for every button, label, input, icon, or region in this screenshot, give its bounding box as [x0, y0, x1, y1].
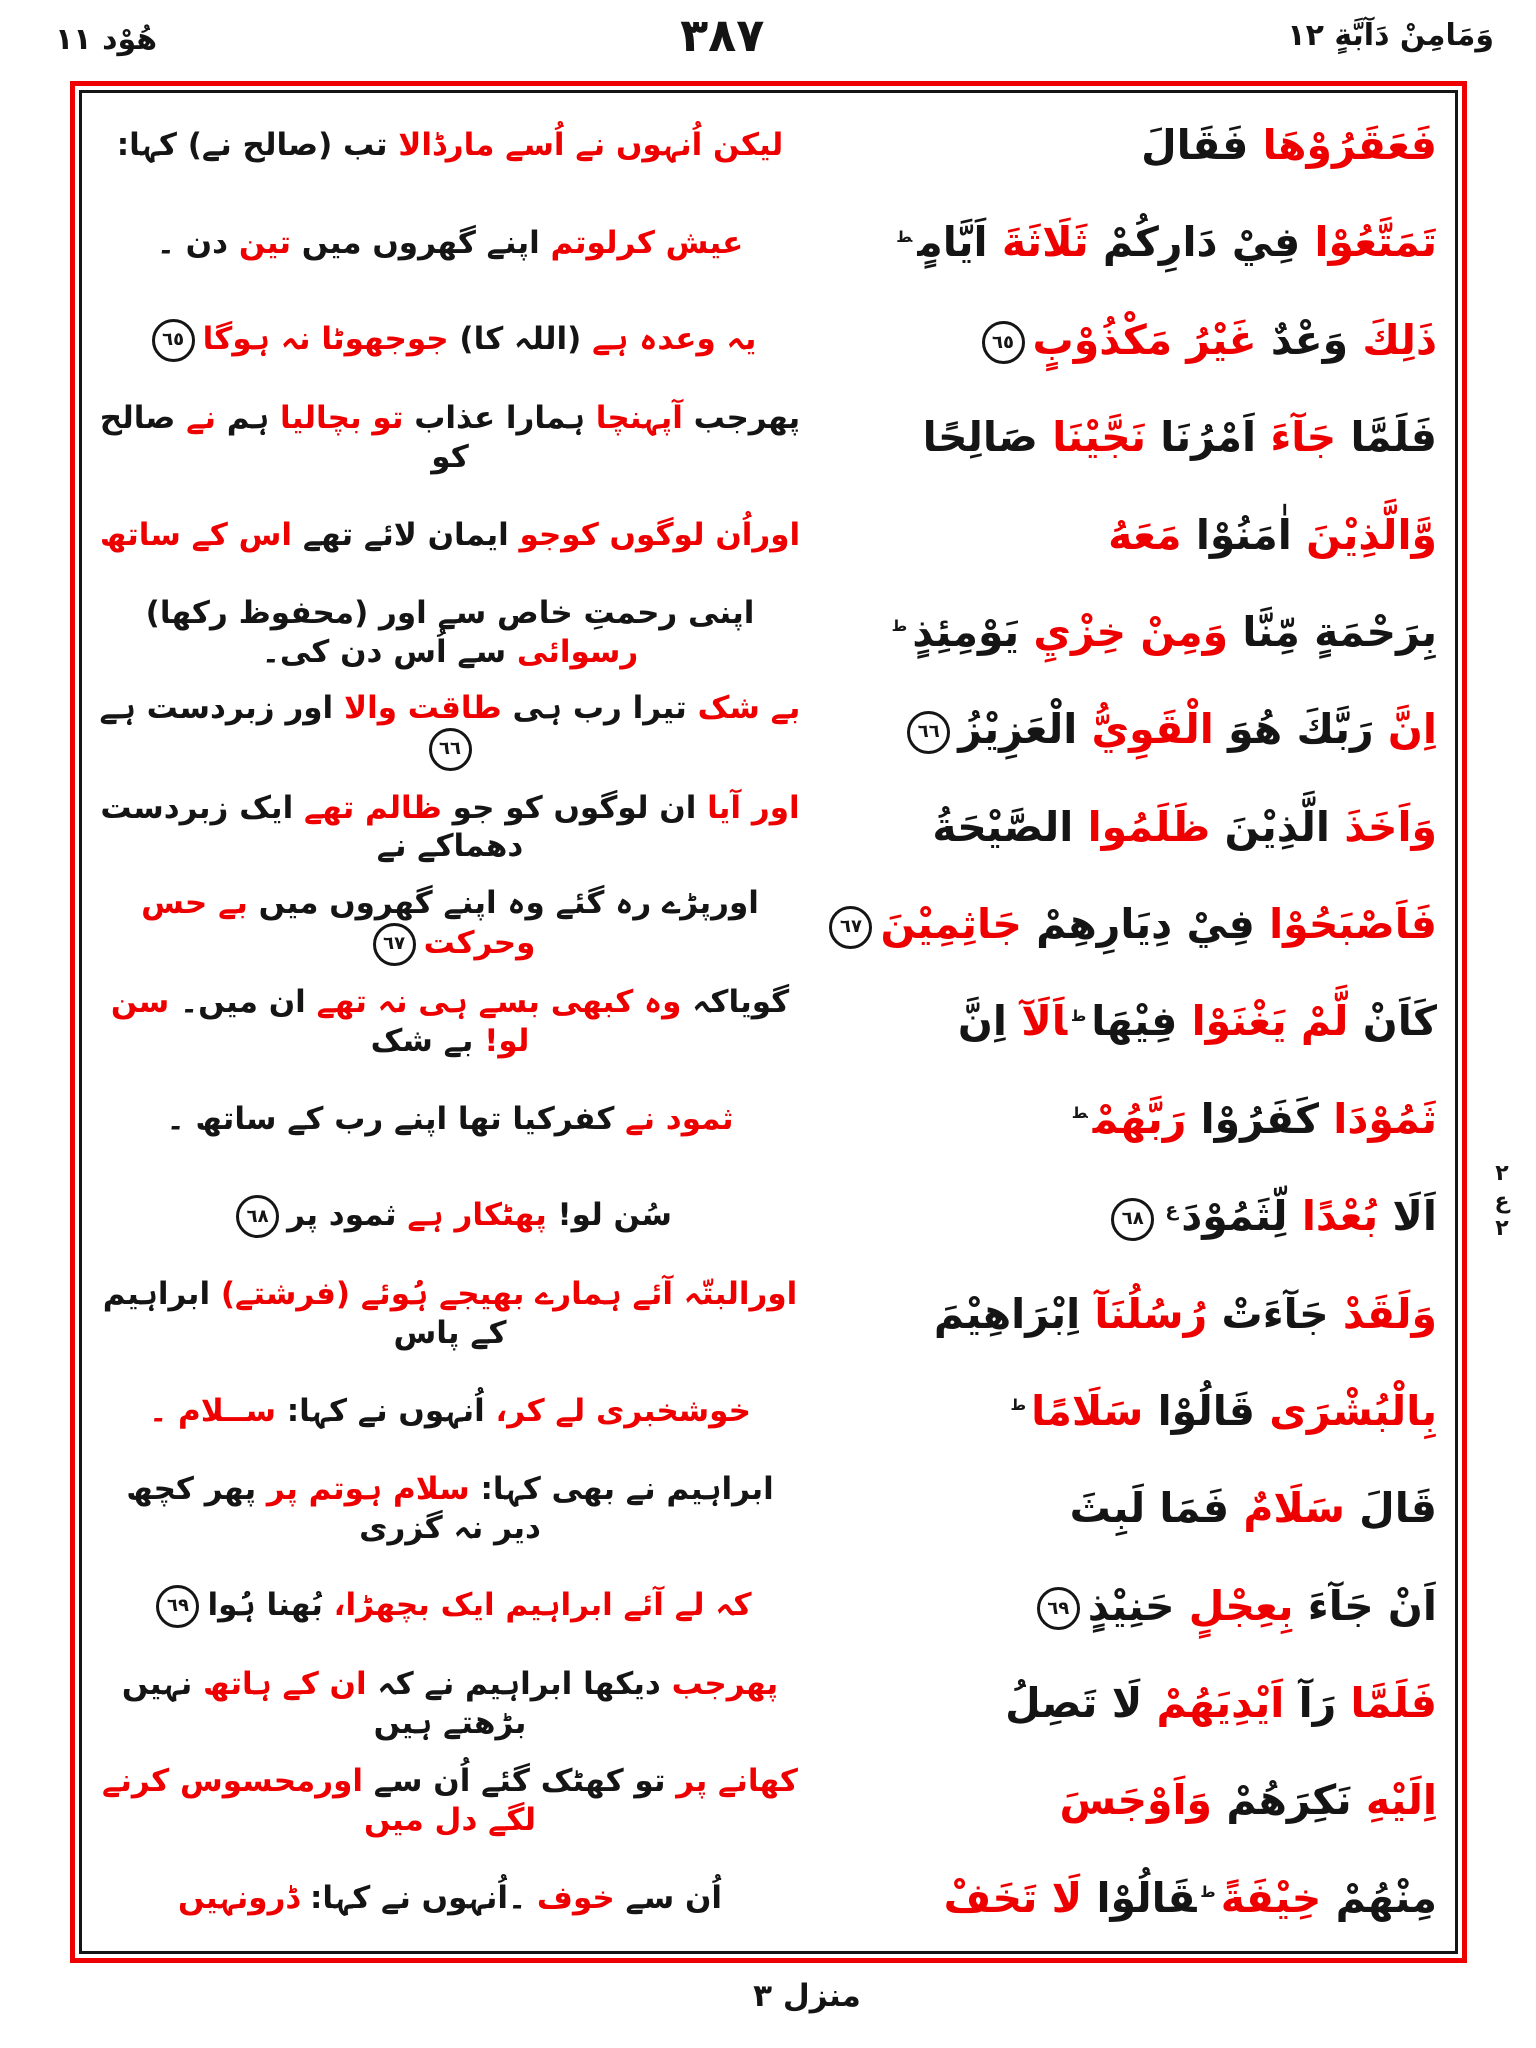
ayah-number-badge: ٦٧ — [829, 906, 872, 949]
verse-text-segment: اِنَّ — [1373, 705, 1437, 754]
ruku-count-top: ۲ — [1495, 1161, 1509, 1186]
verse-text-segment: تیرا رب ہی — [501, 690, 687, 727]
verse-text-segment: فِيْ دَارِكُمْ — [1088, 218, 1301, 267]
ruku-ain-mark: ع — [1165, 1198, 1179, 1221]
verse-text-segment: ظالم تھے — [293, 789, 442, 826]
urdu-translation-line — [92, 1100, 808, 1139]
arabic-verse-line — [808, 996, 1443, 1047]
arabic-verse-line — [808, 802, 1443, 853]
page-frame-outer — [70, 81, 1467, 1963]
verse-text-segment: رَبَّكَ هُوَ — [1213, 705, 1374, 754]
verse-text-segment: سے اُس دن کی۔ — [261, 633, 507, 670]
ayah-number-badge: ٦٨ — [1111, 1198, 1154, 1241]
verse-text-segment: بے حس وحرکت — [130, 884, 536, 961]
arabic-verse-line — [808, 1581, 1443, 1632]
verse-text-segment: طاقت والا — [333, 690, 502, 727]
verse-text-segment: جَاثِمِيْنَ — [880, 900, 1022, 949]
verse-text-segment: تو کھٹک گئے اُن سے — [363, 1763, 666, 1800]
verse-text-segment: حَنِيْذٍ — [1087, 1581, 1175, 1630]
urdu-translation-line — [92, 594, 808, 672]
verse-text-segment: وَاَخَذَ — [1329, 802, 1437, 851]
verse-text-segment: ابراہیم کے پاس — [91, 1276, 507, 1352]
page-header — [55, 8, 1494, 62]
ayah-number-badge: ٦٦ — [429, 728, 472, 771]
verse-text-segment: اٰمَنُوْا — [1181, 510, 1292, 559]
verse-row — [92, 1071, 1443, 1168]
page-number: ۳۸۷ — [680, 8, 765, 62]
urdu-translation-line — [92, 884, 808, 966]
verse-text-segment: ثَمُوْدَا — [1319, 1094, 1437, 1143]
verse-text-segment: اِنَّ — [957, 997, 1007, 1046]
verse-text-segment: اس کے ساتھ — [99, 516, 293, 553]
urdu-translation-line — [92, 1470, 808, 1548]
verse-text-segment: ایک زبردست دھماکے نے — [89, 789, 524, 865]
manzil-label: منزل ۳ — [753, 1978, 861, 2014]
urdu-translation-line — [92, 1195, 808, 1238]
ayah-number-badge: ٦٥ — [152, 319, 195, 362]
arabic-verse-line — [808, 1873, 1443, 1924]
arabic-verse-line — [808, 1775, 1443, 1826]
verse-text-segment: قَالُوْا — [1143, 1386, 1255, 1435]
verse-text-segment: لَا تَصِلُ — [1005, 1679, 1143, 1728]
verse-text-segment: عیش کرلوتم — [539, 224, 744, 261]
surah-name-label: هُوْد ۱۱ — [55, 22, 158, 57]
verse-text-segment: فَمَا لَبِثَ — [1069, 1484, 1230, 1533]
urdu-translation-line — [92, 1665, 808, 1743]
verse-text-segment: فَقَالَ — [1141, 121, 1249, 170]
verse-text-segment: وَلَقَدْ — [1328, 1289, 1437, 1338]
verse-text-segment: اُن سے — [614, 1880, 723, 1917]
urdu-translation-line — [92, 1762, 808, 1840]
verse-text-segment: خوشخبری لے کر، — [484, 1393, 751, 1430]
verse-text-segment: سُن لو! — [546, 1197, 672, 1234]
verse-text-segment: پھٹکار ہے — [396, 1197, 547, 1234]
urdu-translation-line — [89, 399, 808, 477]
verse-text-segment: كَاَنْ — [1348, 997, 1437, 1046]
verse-row — [92, 1655, 1443, 1752]
urdu-translation-line — [92, 983, 808, 1061]
verse-text-segment: یہ وعدہ ہے — [581, 320, 757, 357]
arabic-verse-line — [808, 1386, 1443, 1437]
verse-text-segment: فَعَقَرُوْهَا — [1248, 121, 1437, 170]
arabic-verse-line — [808, 412, 1443, 463]
verse-text-segment: ان کے ہاتھ — [192, 1665, 367, 1702]
verse-text-segment: اَيَّامٍ — [917, 218, 988, 267]
verse-row — [92, 1752, 1443, 1849]
verse-text-segment: کفرکیا تھا اپنے رب کے ساتھ ۔ — [166, 1101, 615, 1138]
verse-text-segment: لَا تَخَفْ — [943, 1873, 1083, 1922]
verse-text-segment: سَلَامًا — [1031, 1386, 1144, 1435]
verse-text-segment: اوراُن لوگوں کوجو — [508, 516, 801, 553]
arabic-verse-line — [808, 1483, 1443, 1534]
verse-row — [92, 1558, 1443, 1655]
verse-text-segment: بُھنا ہُوا — [207, 1586, 323, 1623]
verse-text-segment: سلام ہوتم پر — [256, 1471, 470, 1508]
verse-text-segment: اَمْرُنَا — [1146, 413, 1257, 462]
ayah-number-badge: ٦٩ — [156, 1585, 199, 1628]
verse-text-segment: رَآ — [1284, 1679, 1337, 1728]
urdu-translation-line — [92, 1585, 808, 1628]
urdu-translation-line — [92, 1275, 808, 1353]
ayah-number-badge: ٦٦ — [907, 711, 950, 754]
verse-text-segment: اِبْرَاهِيْمَ — [933, 1289, 1081, 1338]
ayah-number-badge: ٦٥ — [982, 321, 1025, 364]
verse-text-segment: الصَّيْحَةُ — [932, 802, 1074, 851]
verse-text-segment: صالح کو — [89, 400, 469, 475]
urdu-translation-line — [92, 1879, 808, 1918]
verse-text-segment: رُسُلُنَآ — [1080, 1289, 1208, 1338]
arabic-verse-line — [808, 1191, 1443, 1242]
verse-text-segment: تو بچالیا — [269, 400, 404, 437]
verse-text-segment: سن لو! — [100, 984, 530, 1060]
verse-text-segment: لَّمْ يَغْنَوْا — [1177, 997, 1349, 1046]
ruku-count-bottom: ۲ — [1495, 1216, 1509, 1241]
ruku-ain-icon: ع — [1494, 1188, 1510, 1214]
verse-text-segment: ایمان لائے تھے — [292, 516, 509, 553]
juz-title-label: وَمَامِنْ دَآبَّةٍ ۱۲ — [1287, 18, 1494, 53]
verse-text-segment: فَاَصْبَحُوْا — [1254, 900, 1437, 949]
verse-text-segment: لیکن اُنہوں نے اُسے مارڈالا — [387, 127, 784, 164]
verse-text-segment: سَلَامٌ — [1229, 1484, 1345, 1533]
verse-text-segment: اَنْ جَآءَ — [1293, 1581, 1437, 1630]
arabic-verse-line — [808, 1678, 1443, 1729]
page-footer — [0, 1978, 1536, 2014]
verse-text-segment: کھانے پر — [665, 1763, 798, 1800]
verse-text-segment: تب (صالح نے) کہا: — [116, 127, 388, 164]
verse-text-segment: (اللہ کا) — [448, 320, 582, 357]
verse-rows-container — [89, 97, 1443, 1947]
urdu-translation-line — [92, 516, 808, 555]
verse-text-segment: رسوائی — [506, 633, 639, 670]
verse-text-segment: ہمارا عذاب — [403, 400, 585, 437]
verse-row — [92, 97, 1443, 194]
verse-row — [92, 1363, 1443, 1460]
verse-text-segment: اَيْدِيَهُمْ — [1142, 1679, 1285, 1728]
arabic-verse-line — [808, 510, 1443, 561]
verse-text-segment: ذَلِكَ — [1348, 315, 1437, 364]
verse-text-segment: پھر کچھ دیر نہ گزری — [115, 1471, 541, 1546]
verse-text-segment: اور زبردست ہے — [99, 690, 334, 727]
verse-text-segment: جوجھوٹا نہ ہوگا — [202, 320, 449, 357]
verse-text-segment: وَاَوْجَسَ — [1059, 1776, 1213, 1825]
verse-text-segment: فَلَمَّا — [1336, 413, 1437, 462]
verse-row — [92, 487, 1443, 584]
verse-text-segment: صَالِحًا — [922, 413, 1038, 462]
arabic-verse-line — [808, 899, 1443, 950]
verse-text-segment: خِيْفَةً — [1220, 1873, 1322, 1922]
ayah-number-badge: ٦٧ — [373, 923, 416, 966]
verse-text-segment: ســلام ۔ — [149, 1393, 276, 1430]
ruku-margin-marker — [1474, 1160, 1530, 1243]
arabic-verse-line — [808, 217, 1443, 268]
verse-text-segment: تین — [228, 224, 292, 261]
urdu-translation-line — [89, 789, 808, 867]
verse-text-segment: وَعْدٌ — [1256, 315, 1349, 364]
verse-text-segment: اور آیا — [696, 789, 800, 826]
verse-text-segment: ظَلَمُوا — [1073, 802, 1211, 851]
waqf-mark: ط — [1072, 1006, 1087, 1025]
verse-text-segment: مِنْهُمْ — [1321, 1873, 1437, 1922]
verse-text-segment: اُنہوں نے کہا: — [275, 1393, 485, 1430]
verse-text-segment: ابراہیم نے بھی کہا: — [469, 1471, 774, 1508]
verse-text-segment: ثمود نے — [614, 1101, 734, 1138]
verse-row — [92, 1850, 1443, 1947]
ayah-number-badge: ٦٨ — [236, 1195, 279, 1238]
verse-text-segment: وَمِنْ خِزْيِ — [1019, 607, 1229, 656]
arabic-verse-line — [808, 1094, 1443, 1145]
verse-text-segment: بُعْدًا — [1287, 1192, 1379, 1241]
verse-row — [92, 681, 1443, 778]
arabic-verse-line — [808, 120, 1443, 171]
waqf-mark: ط — [1071, 1104, 1088, 1123]
verse-text-segment: فَلَمَّا — [1336, 1679, 1437, 1728]
verse-text-segment: کہ لے آئے ابراہیم ایک بچھڑا، — [322, 1586, 752, 1623]
waqf-mark: ط — [1201, 1883, 1216, 1902]
verse-text-segment: بے شک — [370, 1023, 474, 1060]
verse-text-segment: گویاکہ — [681, 984, 790, 1021]
urdu-translation-line — [92, 689, 808, 771]
verse-text-segment: اپنی رحمتِ خاص سے اور (محفوظ رکھا) — [134, 594, 755, 631]
verse-text-segment: بے شک — [686, 690, 801, 727]
verse-row — [92, 194, 1443, 291]
verse-text-segment: نے — [175, 400, 216, 437]
verse-text-segment: ۔اُنہوں نے کہا: — [299, 1880, 527, 1917]
verse-text-segment: وَّالَّذِيْنَ — [1291, 510, 1437, 559]
verse-text-segment: غَيْرُ مَكْذُوْبٍ — [1032, 315, 1257, 364]
verse-text-segment: تَمَتَّعُوْا — [1300, 218, 1437, 267]
verse-text-segment: رَبَّهُمْ — [1092, 1094, 1187, 1143]
verse-row — [92, 292, 1443, 389]
verse-text-segment: يَوْمِئِذٍ — [912, 607, 1020, 656]
verse-text-segment: قَالُوْا — [1082, 1873, 1197, 1922]
verse-text-segment: اَلَآ — [1006, 997, 1068, 1046]
waqf-mark: ط — [1010, 1396, 1027, 1415]
urdu-translation-line — [92, 224, 808, 263]
verse-text-segment: دیکھا ابراہیم نے کہ — [366, 1665, 661, 1702]
verse-text-segment: ان لوگوں کو جو — [441, 789, 697, 826]
verse-text-segment: ثَلَاثَةَ — [987, 218, 1089, 267]
urdu-translation-line — [92, 319, 808, 362]
verse-text-segment: نَجَّيْنَا — [1037, 413, 1147, 462]
urdu-translation-line — [92, 1392, 808, 1431]
verse-text-segment: الْقَوِيُّ — [1077, 705, 1214, 754]
verse-text-segment: قَالَ — [1344, 1484, 1437, 1533]
verse-text-segment: الْعَزِيْزُ — [958, 705, 1078, 754]
waqf-mark: ط — [891, 617, 908, 636]
verse-text-segment: پھرجب — [682, 400, 801, 437]
verse-text-segment: ثمود پر — [287, 1197, 397, 1234]
verse-text-segment: بِرَحْمَةٍ مِّنَّا — [1228, 607, 1437, 656]
verse-text-segment: اورالبتّہ آئے ہمارے بھیجے ہُوئے (فرشتے) — [210, 1276, 798, 1313]
verse-text-segment: ہم — [215, 400, 270, 437]
verse-text-segment: اَلَا — [1378, 1192, 1437, 1241]
verse-row — [92, 1266, 1443, 1363]
verse-text-segment: اورپڑے رہ گئے وہ اپنے گھروں میں — [247, 884, 759, 921]
urdu-translation-line — [92, 126, 808, 165]
verse-row — [92, 876, 1443, 973]
verse-row — [92, 973, 1443, 1070]
verse-text-segment: بِعِجْلٍ — [1174, 1581, 1294, 1630]
verse-row — [92, 1460, 1443, 1557]
verse-text-segment: وہ کبھی بسے ہی نہ تھے — [305, 984, 682, 1021]
verse-text-segment: ڈرونہیں — [177, 1880, 300, 1917]
verse-text-segment: جَآءَتْ — [1207, 1289, 1329, 1338]
arabic-verse-line — [808, 1289, 1443, 1340]
verse-text-segment: نَكِرَهُمْ — [1212, 1776, 1352, 1825]
verse-text-segment: آپہنچا — [585, 400, 683, 437]
verse-text-segment: پھرجب — [660, 1665, 779, 1702]
verse-row — [92, 584, 1443, 681]
verse-text-segment: اپنے گھروں میں — [291, 224, 540, 261]
verse-text-segment: كَفَرُوْا — [1186, 1094, 1320, 1143]
verse-text-segment: اِلَيْهِ — [1351, 1776, 1437, 1825]
verse-row — [92, 1168, 1443, 1265]
verse-text-segment: بِالْبُشْرَى — [1254, 1386, 1437, 1435]
waqf-mark: ط — [896, 227, 913, 246]
verse-text-segment: فِيْهَا — [1091, 997, 1178, 1046]
arabic-verse-line — [808, 704, 1443, 755]
verse-text-segment: فِيْ دِيَارِهِمْ — [1021, 900, 1255, 949]
verse-text-segment: اورمحسوس کرنے لگے دل میں — [91, 1763, 536, 1839]
page-frame-inner — [79, 90, 1458, 1954]
verse-row — [89, 779, 1443, 876]
verse-text-segment: جَآءَ — [1256, 413, 1337, 462]
verse-text-segment: ان میں۔ — [169, 984, 306, 1021]
verse-row — [89, 389, 1443, 486]
verse-text-segment: مَعَهُ — [1108, 510, 1182, 559]
verse-text-segment: دن ۔ — [156, 224, 229, 261]
arabic-verse-line — [808, 315, 1443, 366]
verse-text-segment: خوف — [526, 1880, 615, 1917]
verse-text-segment: لِّثَمُوْدَ — [1181, 1192, 1288, 1241]
verse-text-segment: الَّذِيْنَ — [1210, 802, 1330, 851]
ayah-number-badge: ٦٩ — [1037, 1587, 1080, 1630]
arabic-verse-line — [808, 607, 1443, 658]
verse-text-segment: نہیں بڑھتے ہیں — [111, 1665, 527, 1741]
